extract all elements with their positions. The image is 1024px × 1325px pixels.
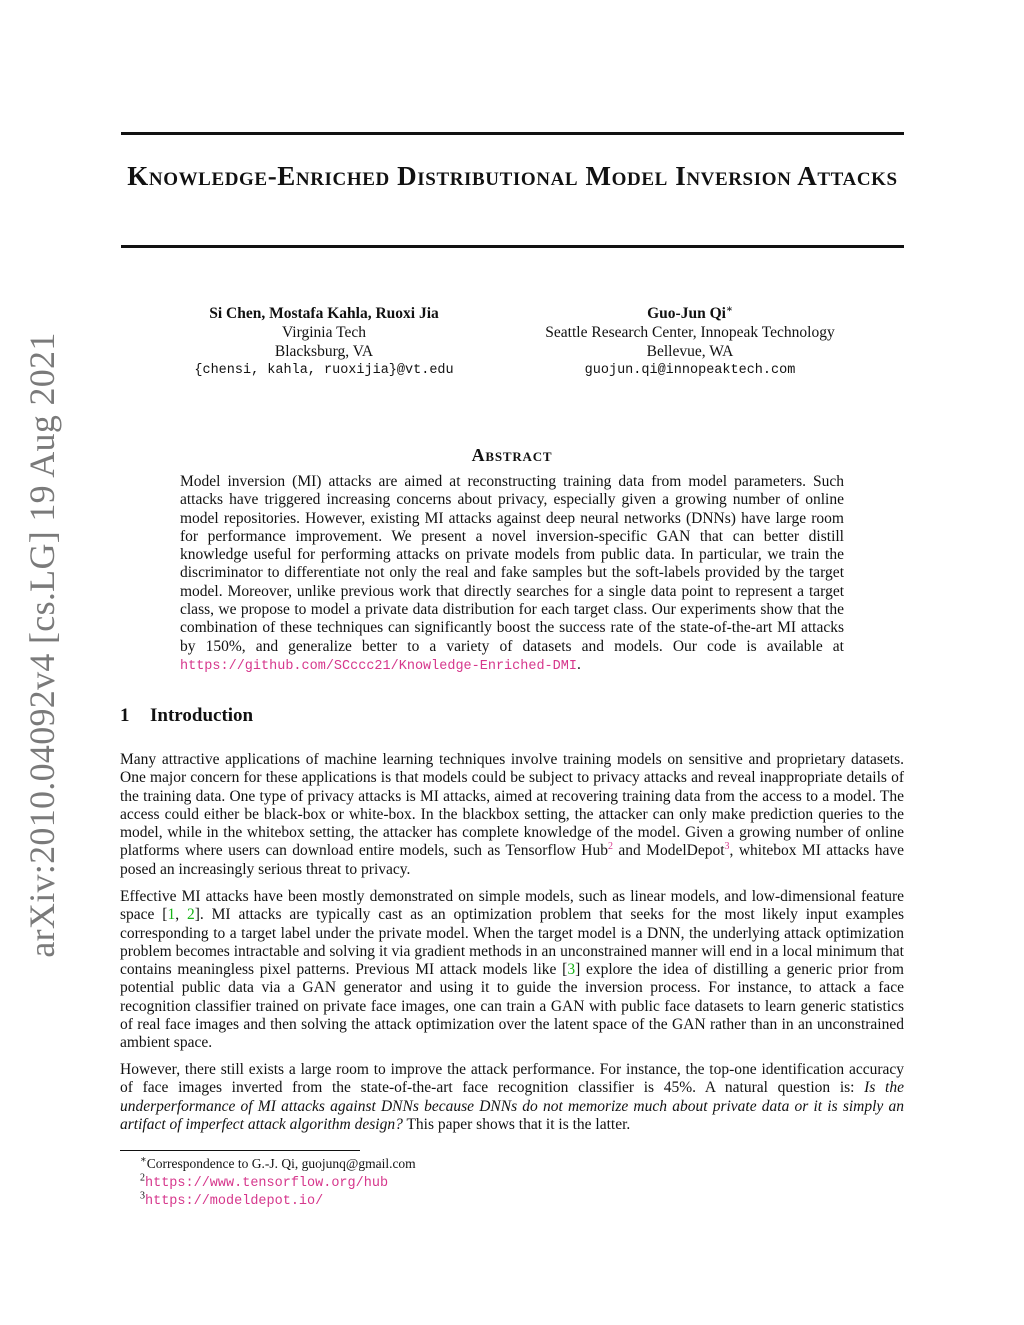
footnote-mark: 3 <box>140 1190 145 1202</box>
paragraph-text: ]. MI attacks are typically cast as an optimization problem that seeks for the most likely input examples corresponding to a target label under the private model. When the target model is a DNN, the underlying attack optimization problem becomes intractable and solving it via gradient methods in an unconstrained manner will end in a local minimum that contains meaningless pixel patterns. Previous MI attack models like [ <box>120 906 904 979</box>
title-rule-bottom <box>121 245 904 248</box>
citation-3[interactable]: 3 <box>567 961 576 979</box>
paragraph-text: This paper shows that it is the latter. <box>402 1115 631 1133</box>
abstract-text <box>180 473 844 676</box>
footnote-mark: 2 <box>140 1172 145 1184</box>
author-block-2 <box>520 304 860 380</box>
footnote-ref-2[interactable]: 2 <box>607 841 613 853</box>
author-block-1 <box>174 304 474 380</box>
author-email: guojun.qi@innopeaktech.com <box>584 363 796 378</box>
author-affiliation: Seattle Research Center, Innopeak Technology <box>545 324 835 341</box>
intro-paragraph-3 <box>120 1061 904 1134</box>
author-email: {chensi, kahla, ruoxijia}@vt.edu <box>194 363 454 378</box>
paragraph-text: However, there still exists a large room to improve the attack performance. For instance, the top-one identification accuracy of face images inverted from the state-of-the-art face recognition classifier is 45%. A natural question is: <box>120 1061 904 1097</box>
footnote-rule <box>120 1150 360 1151</box>
footnote-link-tensorflow[interactable]: https://www.tensorflow.org/hub <box>145 1176 389 1191</box>
footnote-text: Correspondence to G.-J. Qi, guojunq@gmail.com <box>146 1156 416 1171</box>
paragraph-text: Many attractive applications of machine learning techniques involve training models on sensitive and proprietary datasets. One major concern for these applications is that models could be subject to privacy attacks and reveal inappropriate details of the training data. One type of privacy attacks is MI attacks, aimed at recovering training data from the access to a model. The access could either be black-box or white-box. In the blackbox setting, the attacker can only make prediction queries to the model, while in the whitebox setting, the attacker has complete knowledge of the model. Given a growing number of online platforms where users can download entire models, such as Tensorflow Hub <box>120 751 904 860</box>
code-link[interactable]: https://github.com/SCccc21/Knowledge-Enriched-DMI <box>180 658 577 674</box>
author-names <box>174 304 474 323</box>
title-rule-top <box>121 132 904 135</box>
citation-1[interactable]: 1 <box>167 906 176 924</box>
footnote-mark: ∗ <box>140 1154 147 1166</box>
intro-paragraph-1 <box>120 751 904 879</box>
research-question: Is the underperformance of MI attacks against DNNs because DNNs do not memorize much about private data or it is simply an artifact of imperfect attack algorithm design? <box>120 1079 904 1133</box>
author-names <box>520 304 860 323</box>
author-names-text: Guo-Jun Qi <box>647 305 726 322</box>
author-names-text: Si Chen, Mostafa Kahla, Ruoxi Jia <box>209 305 439 322</box>
intro-paragraph-2 <box>120 888 904 1053</box>
author-footnote-mark: ∗ <box>725 303 733 315</box>
abstract-body: Model inversion (MI) attacks are aimed at reconstructing training data from model parameters. Such attacks have triggered increasing concerns about privacy, especially given a growing number of online model repositories. However, existing MI attacks against deep neural networks (DNNs) have large room for performance improvement. We present a novel inversion-specific GAN that can better distill knowledge useful for performing attacks on private models from public data. In particular, we train the discriminator to differentiate not only the real and fake samples but the soft-labels provided by the target model. Moreover, unlike previous work that directly searches for a single data point to represent a target class, we propose to model a private data distribution for each target class. Our experiments show that the combination of these techniques can significantly boost the success rate of the state-of-the-art MI attacks by 150%, and generalize better to a variety of datasets and models. Our code is available at <box>180 473 844 655</box>
paragraph-text: Effective MI attacks have been mostly demonstrated on simple models, such as linear models, and low-dimensional feature space [ <box>120 888 904 924</box>
footnote-ref-3[interactable]: 3 <box>724 841 730 853</box>
citation-2[interactable]: 2 <box>186 906 195 924</box>
author-location: Blacksburg, VA <box>274 343 374 360</box>
abstract-heading: Abstract <box>471 445 553 465</box>
footnote-3 <box>140 1191 323 1210</box>
abstract-end: . <box>576 655 581 673</box>
footnote-2 <box>140 1173 388 1192</box>
footnote-link-modeldepot[interactable]: https://modeldepot.io/ <box>145 1194 324 1209</box>
author-affiliation: Virginia Tech <box>282 324 366 341</box>
paragraph-text: and ModelDepot <box>612 842 725 860</box>
author-location: Bellevue, WA <box>646 343 734 360</box>
arxiv-identifier-stamp: arXiv:2010.04092v4 [cs.LG] 19 Aug 2021 <box>22 332 62 958</box>
citation-separator: , <box>175 906 187 924</box>
paper-title: Knowledge-Enriched Distributional Model Inversion Attacks <box>127 161 898 191</box>
paragraph-text: , whitebox MI attacks have posed an increasingly serious threat to privacy. <box>120 842 904 878</box>
footnote-1 <box>140 1155 416 1172</box>
section-heading-introduction <box>120 705 253 727</box>
paragraph-text: ] explore the idea of distilling a generic prior from potential public data via a GAN generator and using it to guide the inversion process. For instance, to attack a face recognition classifier trained on private face images, one can train a GAN with public face datasets to learn generic statistics of real face images and then solving the attack optimization over the latent space of the GAN rather than in an unconstrained ambient space. <box>120 961 904 1052</box>
section-title: Introduction <box>150 705 254 726</box>
section-number: 1 <box>120 705 130 726</box>
